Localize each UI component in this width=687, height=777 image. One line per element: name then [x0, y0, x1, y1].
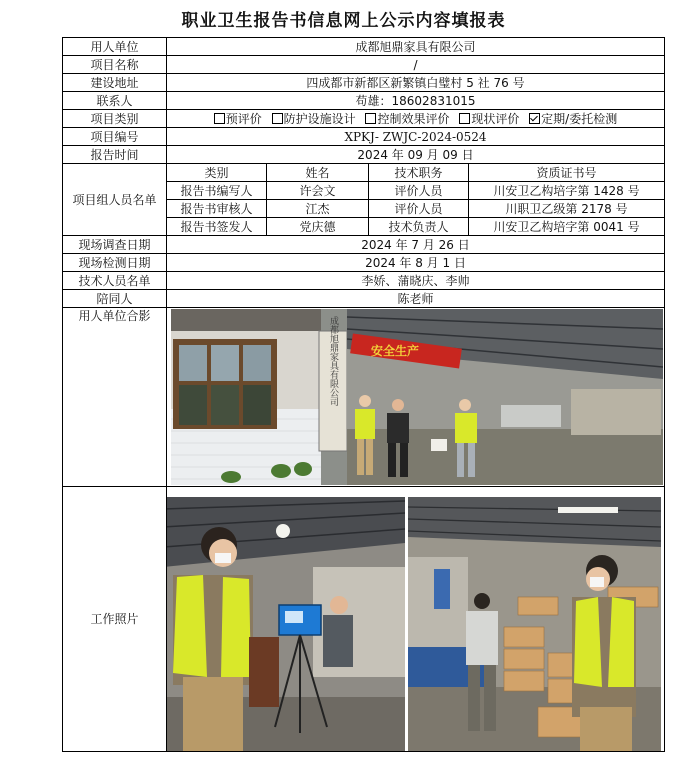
- row-work-photo: [63, 487, 665, 752]
- companion-value: 陈老师: [167, 290, 665, 308]
- team-name: 许会文: [267, 182, 369, 200]
- category-control-eval[interactable]: 控制效果评价: [365, 111, 449, 127]
- row-contact: [63, 92, 665, 110]
- group-photo: [171, 309, 663, 485]
- disclosure-form: [62, 37, 665, 752]
- contact-value: 苟雄：18602831015: [167, 92, 665, 110]
- row-companion: [63, 290, 665, 308]
- group-photo-cell: [167, 308, 665, 487]
- work-photo-2: [408, 497, 661, 752]
- row-detect-date: [63, 254, 665, 272]
- team-title: 评价人员: [369, 200, 469, 218]
- project-name-label: 项目名称: [63, 56, 167, 74]
- tech-staff-label: 技术人员名单: [63, 272, 167, 290]
- category-protection-design[interactable]: 防护设施设计: [272, 111, 356, 127]
- checkbox-icon[interactable]: [214, 113, 225, 124]
- survey-date-label: 现场调查日期: [63, 236, 167, 254]
- work-photo-1-image: [167, 497, 406, 752]
- team-role: 报告书签发人: [167, 218, 267, 236]
- team-name: 党庆德: [267, 218, 369, 236]
- contact-label: 联系人: [63, 92, 167, 110]
- team-cert: 川职卫乙级第 2178 号: [469, 200, 665, 218]
- row-project-no: [63, 128, 665, 146]
- form-title: 职业卫生报告书信息网上公示内容填报表: [181, 11, 506, 31]
- team-header-category: 类别: [167, 164, 267, 182]
- safety-banner: 安全生产: [371, 344, 420, 358]
- project-name-value: /: [167, 56, 665, 74]
- address-value: 四成都市新都区新繁镇白璧村 5 社 76 号: [167, 74, 665, 92]
- category-options: [167, 110, 665, 128]
- row-survey-date: [63, 236, 665, 254]
- team-cert: 川安卫乙构培字第 1428 号: [469, 182, 665, 200]
- team-title: 技术负责人: [369, 218, 469, 236]
- row-group-photo: [63, 308, 665, 487]
- row-tech-staff: [63, 272, 665, 290]
- team-header-cert: 资质证书号: [469, 164, 665, 182]
- company-sign: 成都旭鼎家具有限公司: [328, 316, 338, 406]
- team-role: 报告书编写人: [167, 182, 267, 200]
- checkbox-icon[interactable]: [459, 113, 470, 124]
- category-status-eval[interactable]: 现状评价: [459, 111, 519, 127]
- report-time-label: 报告时间: [63, 146, 167, 164]
- checkbox-icon[interactable]: [272, 113, 283, 124]
- address-label: 建设地址: [63, 74, 167, 92]
- row-project-name: [63, 56, 665, 74]
- detect-date-value: 2024 年 8 月 1 日: [167, 254, 665, 272]
- checkbox-icon[interactable]: [365, 113, 376, 124]
- team-name: 江杰: [267, 200, 369, 218]
- project-no-label: 项目编号: [63, 128, 167, 146]
- project-no-value: XPKJ- ZWJC-2024-0524: [167, 128, 665, 146]
- work-photo-2-image: [408, 497, 661, 752]
- row-employer: [63, 38, 665, 56]
- team-label: 项目组人员名单: [63, 164, 167, 236]
- detect-date-label: 现场检测日期: [63, 254, 167, 272]
- group-photo-label: 用人单位合影: [63, 308, 167, 487]
- category-periodic-detection[interactable]: 定期/委托检测: [529, 111, 617, 127]
- team-header-row: [63, 164, 665, 182]
- team-header-name: 姓名: [267, 164, 369, 182]
- team-role: 报告书审核人: [167, 200, 267, 218]
- companion-label: 陪同人: [63, 290, 167, 308]
- team-header-title: 技术职务: [369, 164, 469, 182]
- checkbox-checked-icon[interactable]: [529, 113, 540, 124]
- category-pre-eval[interactable]: 预评价: [214, 111, 262, 127]
- tech-staff-value: 李娇、蒲晓庆、李帅: [167, 272, 665, 290]
- row-category: [63, 110, 665, 128]
- employer-label: 用人单位: [63, 38, 167, 56]
- team-cert: 川安卫乙构培字第 0041 号: [469, 218, 665, 236]
- row-report-time: [63, 146, 665, 164]
- survey-date-value: 2024 年 7 月 26 日: [167, 236, 665, 254]
- work-photo-cell: [167, 487, 665, 752]
- category-label: 项目类别: [63, 110, 167, 128]
- work-photo-1: [167, 497, 406, 752]
- employer-value: 成都旭鼎家具有限公司: [167, 38, 665, 56]
- row-address: [63, 74, 665, 92]
- work-photo-label: 工作照片: [63, 487, 167, 752]
- group-photo-image: [171, 309, 663, 485]
- report-time-value: 2024 年 09 月 09 日: [167, 146, 665, 164]
- team-title: 评价人员: [369, 182, 469, 200]
